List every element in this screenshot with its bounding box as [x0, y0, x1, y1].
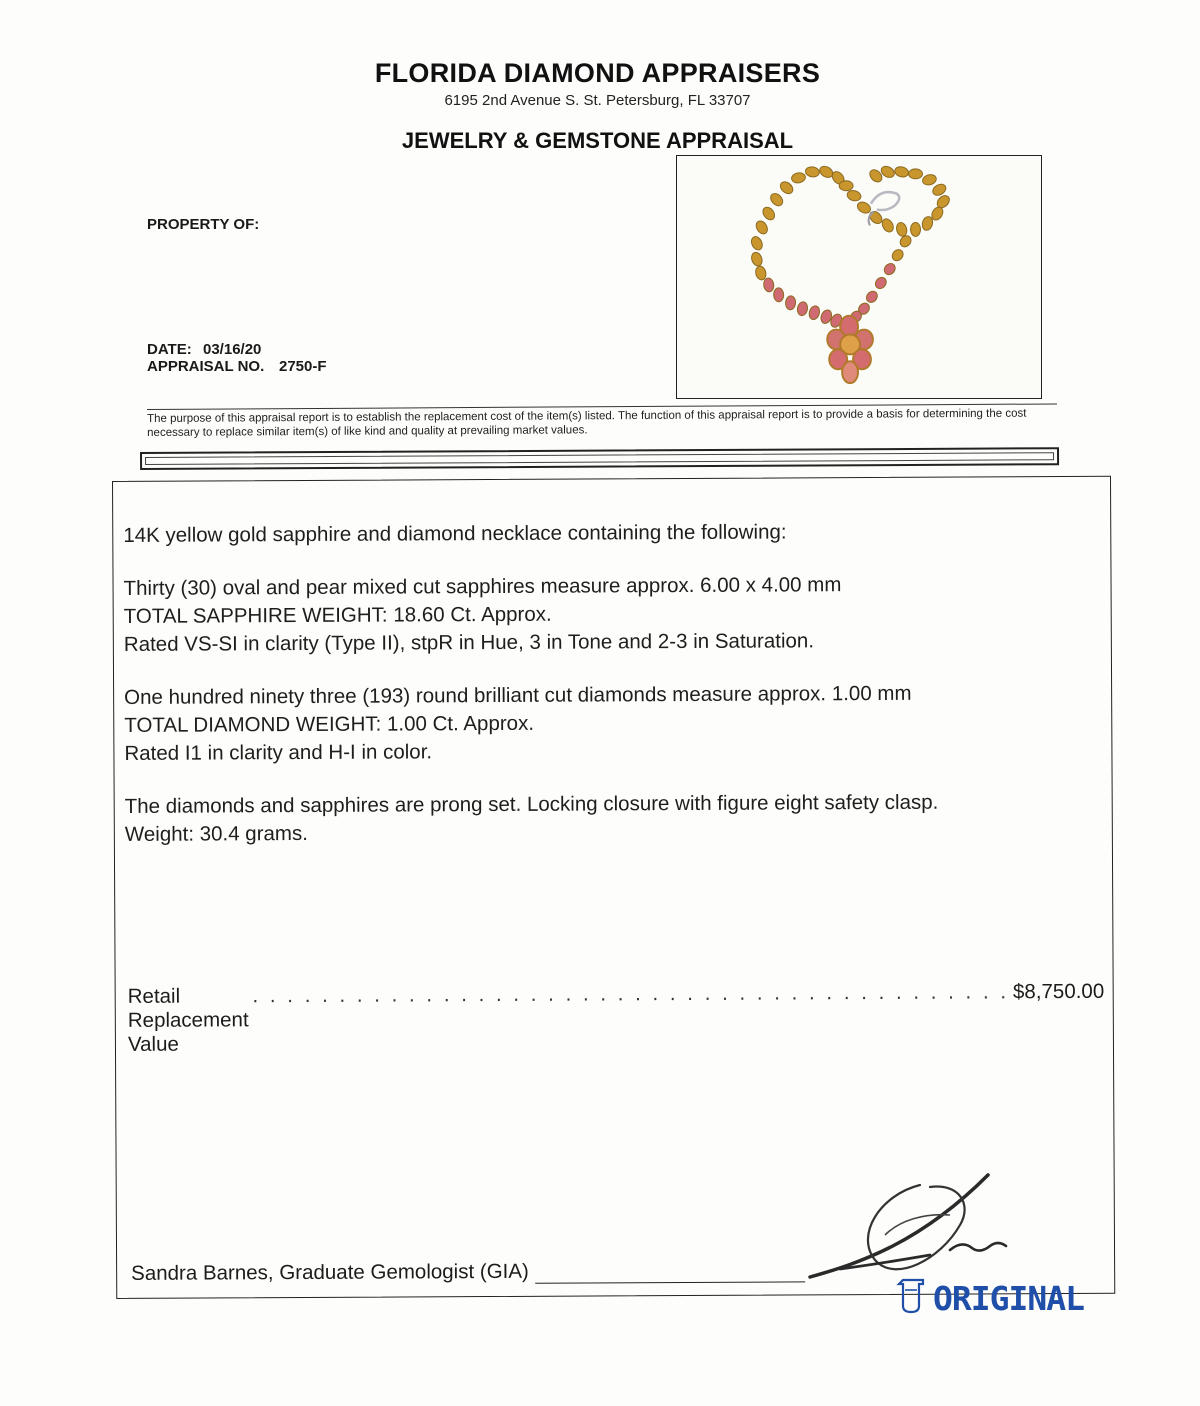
diamond-line-3: Rated I1 in clarity and H-I in color.: [124, 740, 433, 765]
chain-bead: [882, 261, 897, 276]
diamond-line-1: One hundred ninety three (193) round brilliant cut diamonds measure approx. 1.00 mm: [124, 681, 912, 709]
setting-line-2: Weight: 30.4 grams.: [124, 821, 308, 846]
appraisal-number-label: APPRAISAL NO.: [147, 358, 265, 375]
company-address: 6195 2nd Avenue S. St. Petersburg, FL 33707: [444, 92, 751, 109]
retail-value-amount: $8,750.00: [1012, 979, 1105, 1004]
retail-value-leader-dots: . . . . . . . . . . . . . . . . . . . . . . . . . . . . . . . . . . . . . . . . . . . .: [252, 980, 1010, 1008]
sapphire-line-2: TOTAL SAPPHIRE WEIGHT: 18.60 Ct. Approx.: [123, 602, 552, 628]
clasp-shape: [871, 192, 899, 210]
svg-text:ORIGINAL: ORIGINAL: [933, 1279, 1084, 1318]
chain-bead: [773, 288, 783, 302]
appraisal-number-value: 2750-F: [279, 358, 327, 375]
retail-value-row: [127, 979, 1105, 1057]
chain-bead: [754, 265, 767, 281]
chain-bead: [754, 219, 770, 236]
chain-bead: [873, 275, 888, 290]
chain-bead: [911, 222, 921, 236]
necklace-photo: [676, 155, 1042, 399]
chain-bead: [805, 166, 820, 178]
chain-bead: [846, 189, 862, 202]
chain-bead: [895, 221, 908, 237]
signature-line: [535, 1263, 805, 1283]
chain-bead: [778, 179, 795, 196]
chain-bead: [864, 289, 879, 304]
setting-line-1: The diamonds and sapphires are prong set. Locking closure with figure eight safety clasp.: [124, 790, 939, 818]
description-intro: 14K yellow gold sapphire and diamond necklace containing the following:: [123, 520, 787, 547]
chain-bead: [761, 205, 777, 222]
retail-value-label: Retail Replacement Value: [127, 984, 249, 1056]
property-of-label: PROPERTY OF:: [147, 216, 260, 233]
chain-bead: [749, 235, 764, 252]
sapphire-line-3: Rated VS-SI in clarity (Type II), stpR in Hue, 3 in Tone and 2-3 in Saturation.: [123, 629, 815, 656]
chain-bead: [791, 172, 806, 184]
item-description: [123, 517, 1065, 849]
chain-bead: [763, 277, 775, 292]
sapphire-line-1: Thirty (30) oval and pear mixed cut sapphires measure approx. 6.00 x 4.00 mm: [123, 573, 842, 600]
date-label: DATE:: [147, 341, 192, 358]
purpose-statement: The purpose of this appraisal report is to establish the replacement cost of the item(s) listed. The function of this appraisal report is to provide a basis for determining the cost necessary to replace similar item(s) of like kind and quality at prevailing market values.: [147, 403, 1057, 440]
chain-bead: [894, 165, 910, 178]
chain-bead: [909, 169, 923, 179]
chain-bead: [921, 173, 937, 186]
company-name: FLORIDA DIAMOND APPRAISERS: [374, 58, 821, 88]
date-value: 03/16/20: [203, 341, 262, 358]
divider-bar-inner: [145, 452, 1054, 465]
original-stamp: [895, 1270, 1105, 1320]
signatory-name: Sandra Barnes, Graduate Gemologist (GIA): [131, 1259, 529, 1285]
chain-bead: [768, 191, 785, 208]
chain-bead: [750, 251, 764, 267]
divider-bar: [140, 447, 1059, 470]
necklace-image: [677, 156, 1041, 398]
chain-bead: [855, 200, 872, 216]
chain-bead: [785, 296, 796, 311]
chain-bead: [796, 301, 808, 316]
chain-bead: [808, 305, 821, 321]
chain-bead: [890, 247, 905, 262]
diamond-line-2: TOTAL DIAMOND WEIGHT: 1.00 Ct. Approx.: [124, 711, 535, 737]
signature-row: [131, 1258, 805, 1286]
chain-bead: [839, 181, 853, 191]
document-title: JEWELRY & GEMSTONE APPRAISAL: [401, 128, 794, 153]
